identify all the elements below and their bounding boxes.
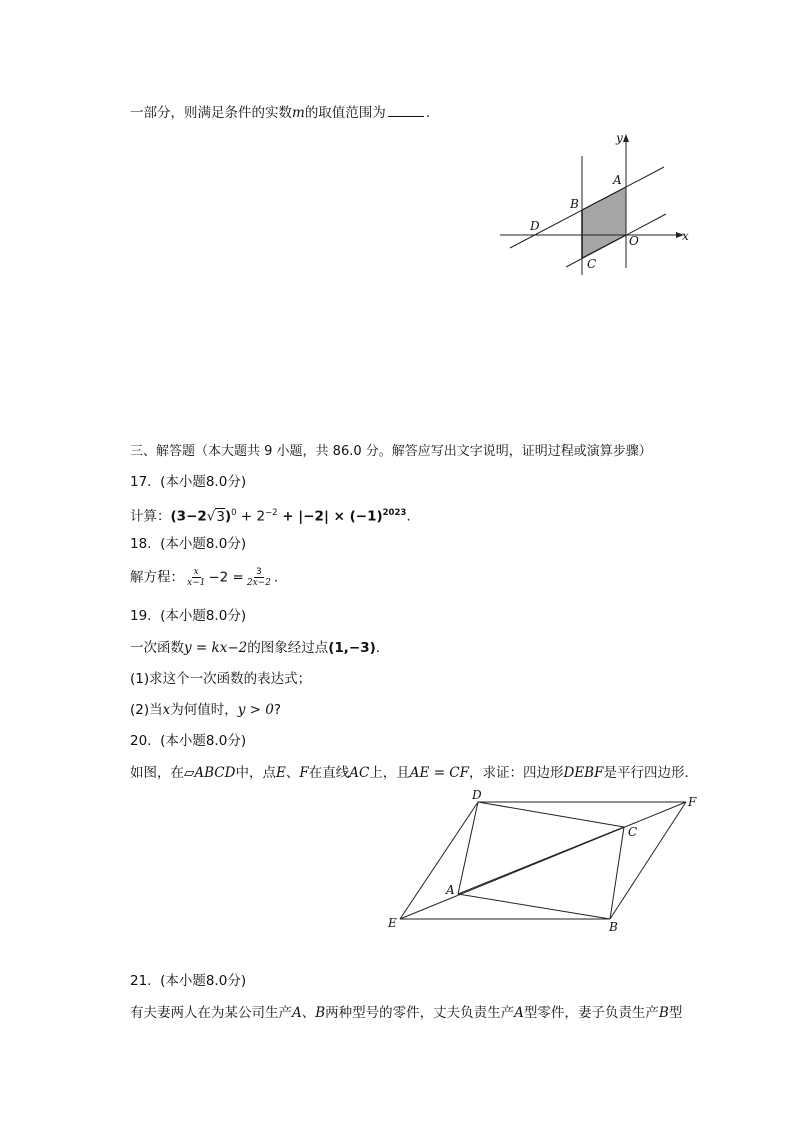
label-C: C — [628, 825, 638, 839]
seg-EF-diagonal — [400, 802, 686, 919]
label-A: A — [446, 883, 455, 897]
label-C: C — [587, 257, 597, 271]
q20-stem: 如图，在▱ABCD中，点E、F在直线AC上，且AE = CF，求证：四边形DEBF是平行四边形． — [130, 765, 698, 781]
q16-tail-line: 一部分，则满足条件的实数m的取值范围为 ． — [130, 105, 440, 121]
q21-header: 21. (本小题8.0分) — [130, 973, 247, 989]
q18-equation: 解方程： $\frac{x}{x-1}$ −2 = $\frac{3}{2x-2}$ . — [130, 567, 279, 588]
seg-CB — [610, 827, 624, 919]
q19-part1: (1)求这个一次函数的表达式； — [130, 671, 312, 687]
seg-DC — [478, 802, 624, 827]
q19-stem: 一次函数y = kx−2的图象经过点(1,−3). — [130, 640, 381, 656]
label-B: B — [609, 920, 618, 934]
answer-blank — [388, 104, 424, 117]
y-axis-arrow — [623, 134, 629, 142]
fraction-1: $\frac{x}{x-1}$ — [187, 567, 206, 588]
label-E: E — [388, 916, 397, 930]
q20-header: 20. (本小题8.0分) — [130, 733, 247, 749]
q19-header: 19. (本小题8.0分) — [130, 608, 247, 624]
figure-coordinate-parallelogram — [490, 128, 710, 278]
label-y: y — [616, 131, 623, 145]
label-B: B — [570, 197, 579, 211]
seg-AB — [458, 894, 610, 919]
label-F: F — [688, 795, 697, 809]
seg-DA — [458, 802, 478, 894]
label-D: D — [472, 788, 482, 802]
q17-expression: 计算：$(3-2√3)^0 + 2^{-2} + |-2| \times (-1)^{2023}$. — [130, 508, 411, 525]
label-O: O — [629, 234, 639, 248]
fraction-2: $\frac{3}{2x-2}$ — [246, 567, 271, 588]
q18-header: 18. (本小题8.0分) — [130, 536, 247, 552]
seg-AC — [458, 827, 624, 894]
section3-heading: 三、解答题（本大题共 9 小题，共 86.0 分。解答应写出文字说明，证明过程或演算步骤） — [130, 444, 652, 459]
q21-stem: 有夫妻两人在为某公司生产A、B两种型号的零件，丈夫负责生产A型零件，妻子负责生产B型 — [130, 1005, 683, 1021]
q17-header: 17. (本小题8.0分) — [130, 474, 247, 490]
seg-FB — [610, 802, 686, 919]
seg-DE — [400, 802, 478, 919]
label-D: D — [530, 219, 540, 233]
label-x: x — [682, 229, 689, 243]
figure-parallelogram-debf — [380, 788, 720, 938]
q19-part2: (2)当x为何值时，y > 0? — [130, 702, 282, 718]
label-A: A — [613, 173, 622, 187]
